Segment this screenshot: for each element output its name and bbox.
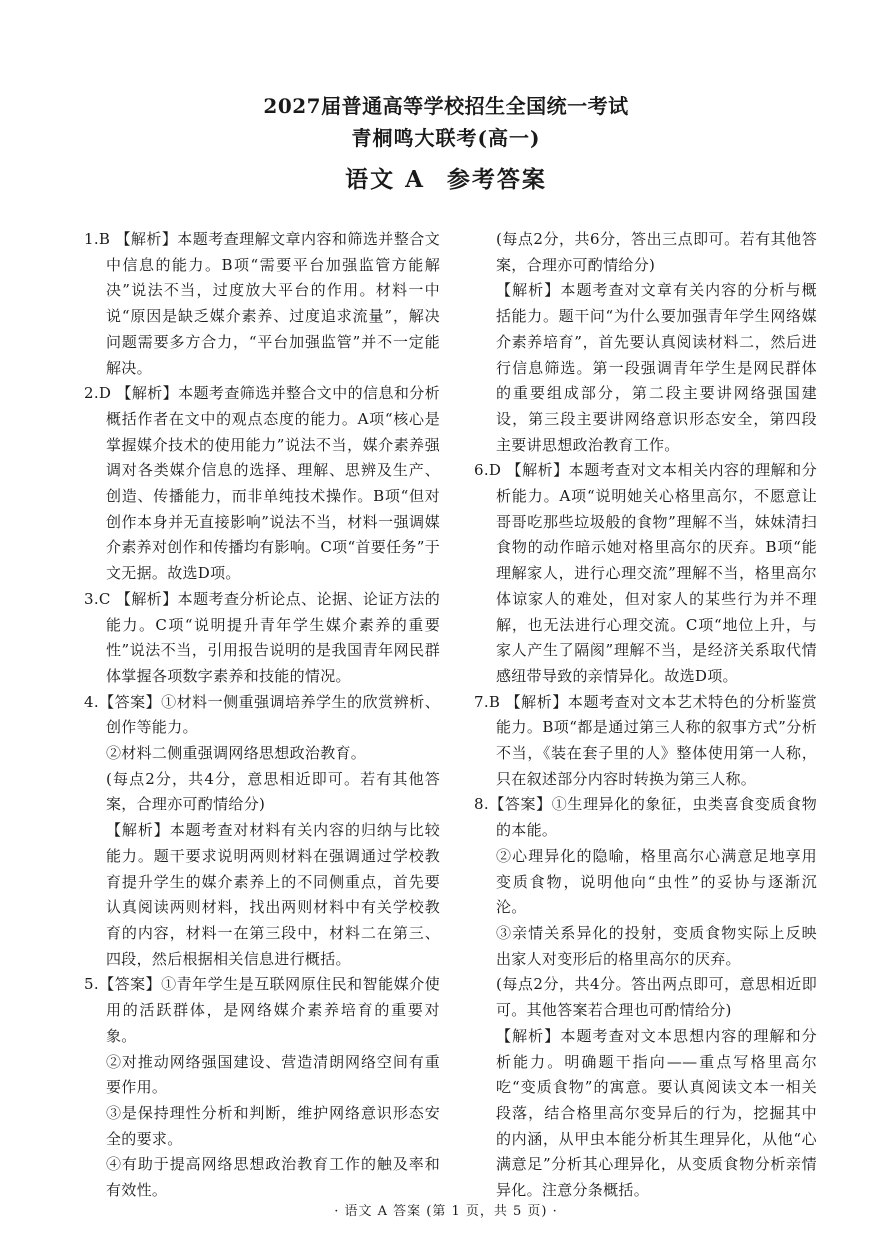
answer-q4-analysis: 【解析】本题考查对材料有关内容的归纳与比较能力。题干要求说明两则材料在强调通过学校教育提升学生的媒介素养上的不同侧重点，首先要认真阅读两则材料，找出两则材料中有关学校教育的内容，材料一在第三段中，材料二在第三、四段，然后根据相关信息进行概括。: [106, 821, 440, 968]
right-column: [474, 227, 817, 1204]
answer-q5-point1: 5.【答案】①青年学生是互联网原住民和智能媒介使用的活跃群体，是网络媒介素养培育的重要对象。: [84, 975, 440, 1045]
doc-type: 参考答案: [446, 166, 547, 193]
left-column: [84, 227, 440, 1204]
answer-q3: 3.C 【解析】本题考查分析论点、论据、论证方法的能力。C项“说明提升青年学生媒介素养的重要性”说法不当，引用报告说明的是我国青年网民群体掌握各项数字素养和技能的情况。: [84, 589, 440, 685]
subject-name: 语文 A: [345, 166, 425, 193]
answer-q5-scoring-note: (每点2分，共6分，答出三点即可。若有其他答案，合理亦可酌情给分): [496, 230, 817, 274]
exam-title: 2027届普通高等学校招生全国统一考试: [263, 94, 629, 118]
answer-q8-point3: ③亲情关系异化的投射，变质食物实际上反映出家人对变形后的格里高尔的厌弃。: [496, 923, 817, 968]
answer-q6: 6.D 【解析】本题考查对文本相关内容的理解和分析能力。A项“说明她关心格里高尔，不愿意让哥哥吃那些垃圾般的食物”理解不当，妹妹清扫食物的动作暗示她对格里高尔的厌弃。B项“能理解家人，进行心理交流”理解不当，格里高尔体谅家人的难处，但对家人的某些行为并不理解，也无法进行心理交流。C项“地位上升，与家人产生了隔阂”理解不当，是经济关系取代情感纽带导致的亲情异化。故选D项。: [474, 461, 817, 685]
answer-q4-point2: ②材料二侧重强调网络思想政治教育。: [106, 744, 367, 763]
page-header: [0, 90, 892, 200]
answer-q5-analysis: 【解析】本题考查对文章有关内容的分析与概括能力。题干问“为什么要加强青年学生网络媒介素养培育”，首先要认真阅读材料二，然后进行信息筛选。第一段强调青年学生是网民群体的重要组成部分，第二段主要讲网络强国建设，第三段主要讲网络意识形态安全，第四段主要讲思想政治教育工作。: [496, 281, 817, 454]
answer-key-title: [0, 160, 892, 200]
answer-q8-analysis: 【解析】本题考查对文本思想内容的理解和分析能力。明确题干指向——重点写格里高尔吃“变质食物”的寓意。要认真阅读文本一相关段落，结合格里高尔变异后的行为，挖掘其中的内涵，从甲虫本能分析其生理异化，从他“心满意足”分析其心理异化，从变质食物分析亲情异化。注意分条概括。: [496, 1026, 817, 1200]
answer-q8-point2: ②心理异化的隐喻，格里高尔心满意足地享用变质食物，说明他向“虫性”的妥协与逐渐沉沦。: [496, 846, 817, 917]
answer-q5-point2: ②对推动网络强国建设、营造清朗网络空间有重要作用。: [106, 1052, 440, 1097]
exam-subtitle: 青桐鸣大联考(高一): [351, 126, 541, 150]
answer-q5-point3: ③是保持理性分析和判断，维护网络意识形态安全的要求。: [106, 1103, 440, 1148]
answer-q4-scoring-note: (每点2分，共4分，意思相近即可。若有其他答案，合理亦可酌情给分): [106, 769, 440, 814]
answer-q8-scoring-note: (每点2分，共4分。答出两点即可，意思相近即可。其他答案若合理也可酌情给分): [496, 975, 817, 1020]
answer-q7: 7.B 【解析】本题考查对文本艺术特色的分析鉴赏能力。B项“都是通过第三人称的叙事方式”分析不当，《装在套子里的人》整体使用第一人称，只在叙述部分内容时转换为第三人称。: [474, 692, 817, 788]
answer-q8-point1: 8.【答案】①生理异化的象征，虫类喜食变质食物的本能。: [474, 795, 817, 840]
page-footer: · 语文 A 答案 (第 1 页，共 5 页) ·: [334, 1204, 558, 1219]
answer-q4-point1: 4.【答案】①材料一侧重强调培养学生的欣赏辨析、创作等能力。: [84, 692, 440, 737]
answer-q2: 2.D 【解析】本题考查筛选并整合文中的信息和分析概括作者在文中的观点态度的能力。A项“核心是掌握媒介技术的使用能力”说法不当，媒介素养强调对各类媒介信息的选择、理解、思辨及生产、创造、传播能力，而非单纯技术操作。B项“但对创作本身并无直接影响”说法不当，材料一强调媒介素养对创作和传播均有影响。C项“首要任务”于文无据。故选D项。: [84, 384, 440, 583]
answer-q5-point4: ④有助于提高网络思想政治教育工作的触及率和有效性。: [106, 1155, 440, 1200]
answer-q1: 1.B 【解析】本题考查理解文章内容和筛选并整合文中信息的能力。B项“需要平台加强监管方能解决”说法不当，过度放大平台的作用。材料一中说“原因是缺乏媒介素养、过度追求流量”，解决问题需要多方合力，“平台加强监管”并不一定能解决。: [84, 230, 440, 377]
